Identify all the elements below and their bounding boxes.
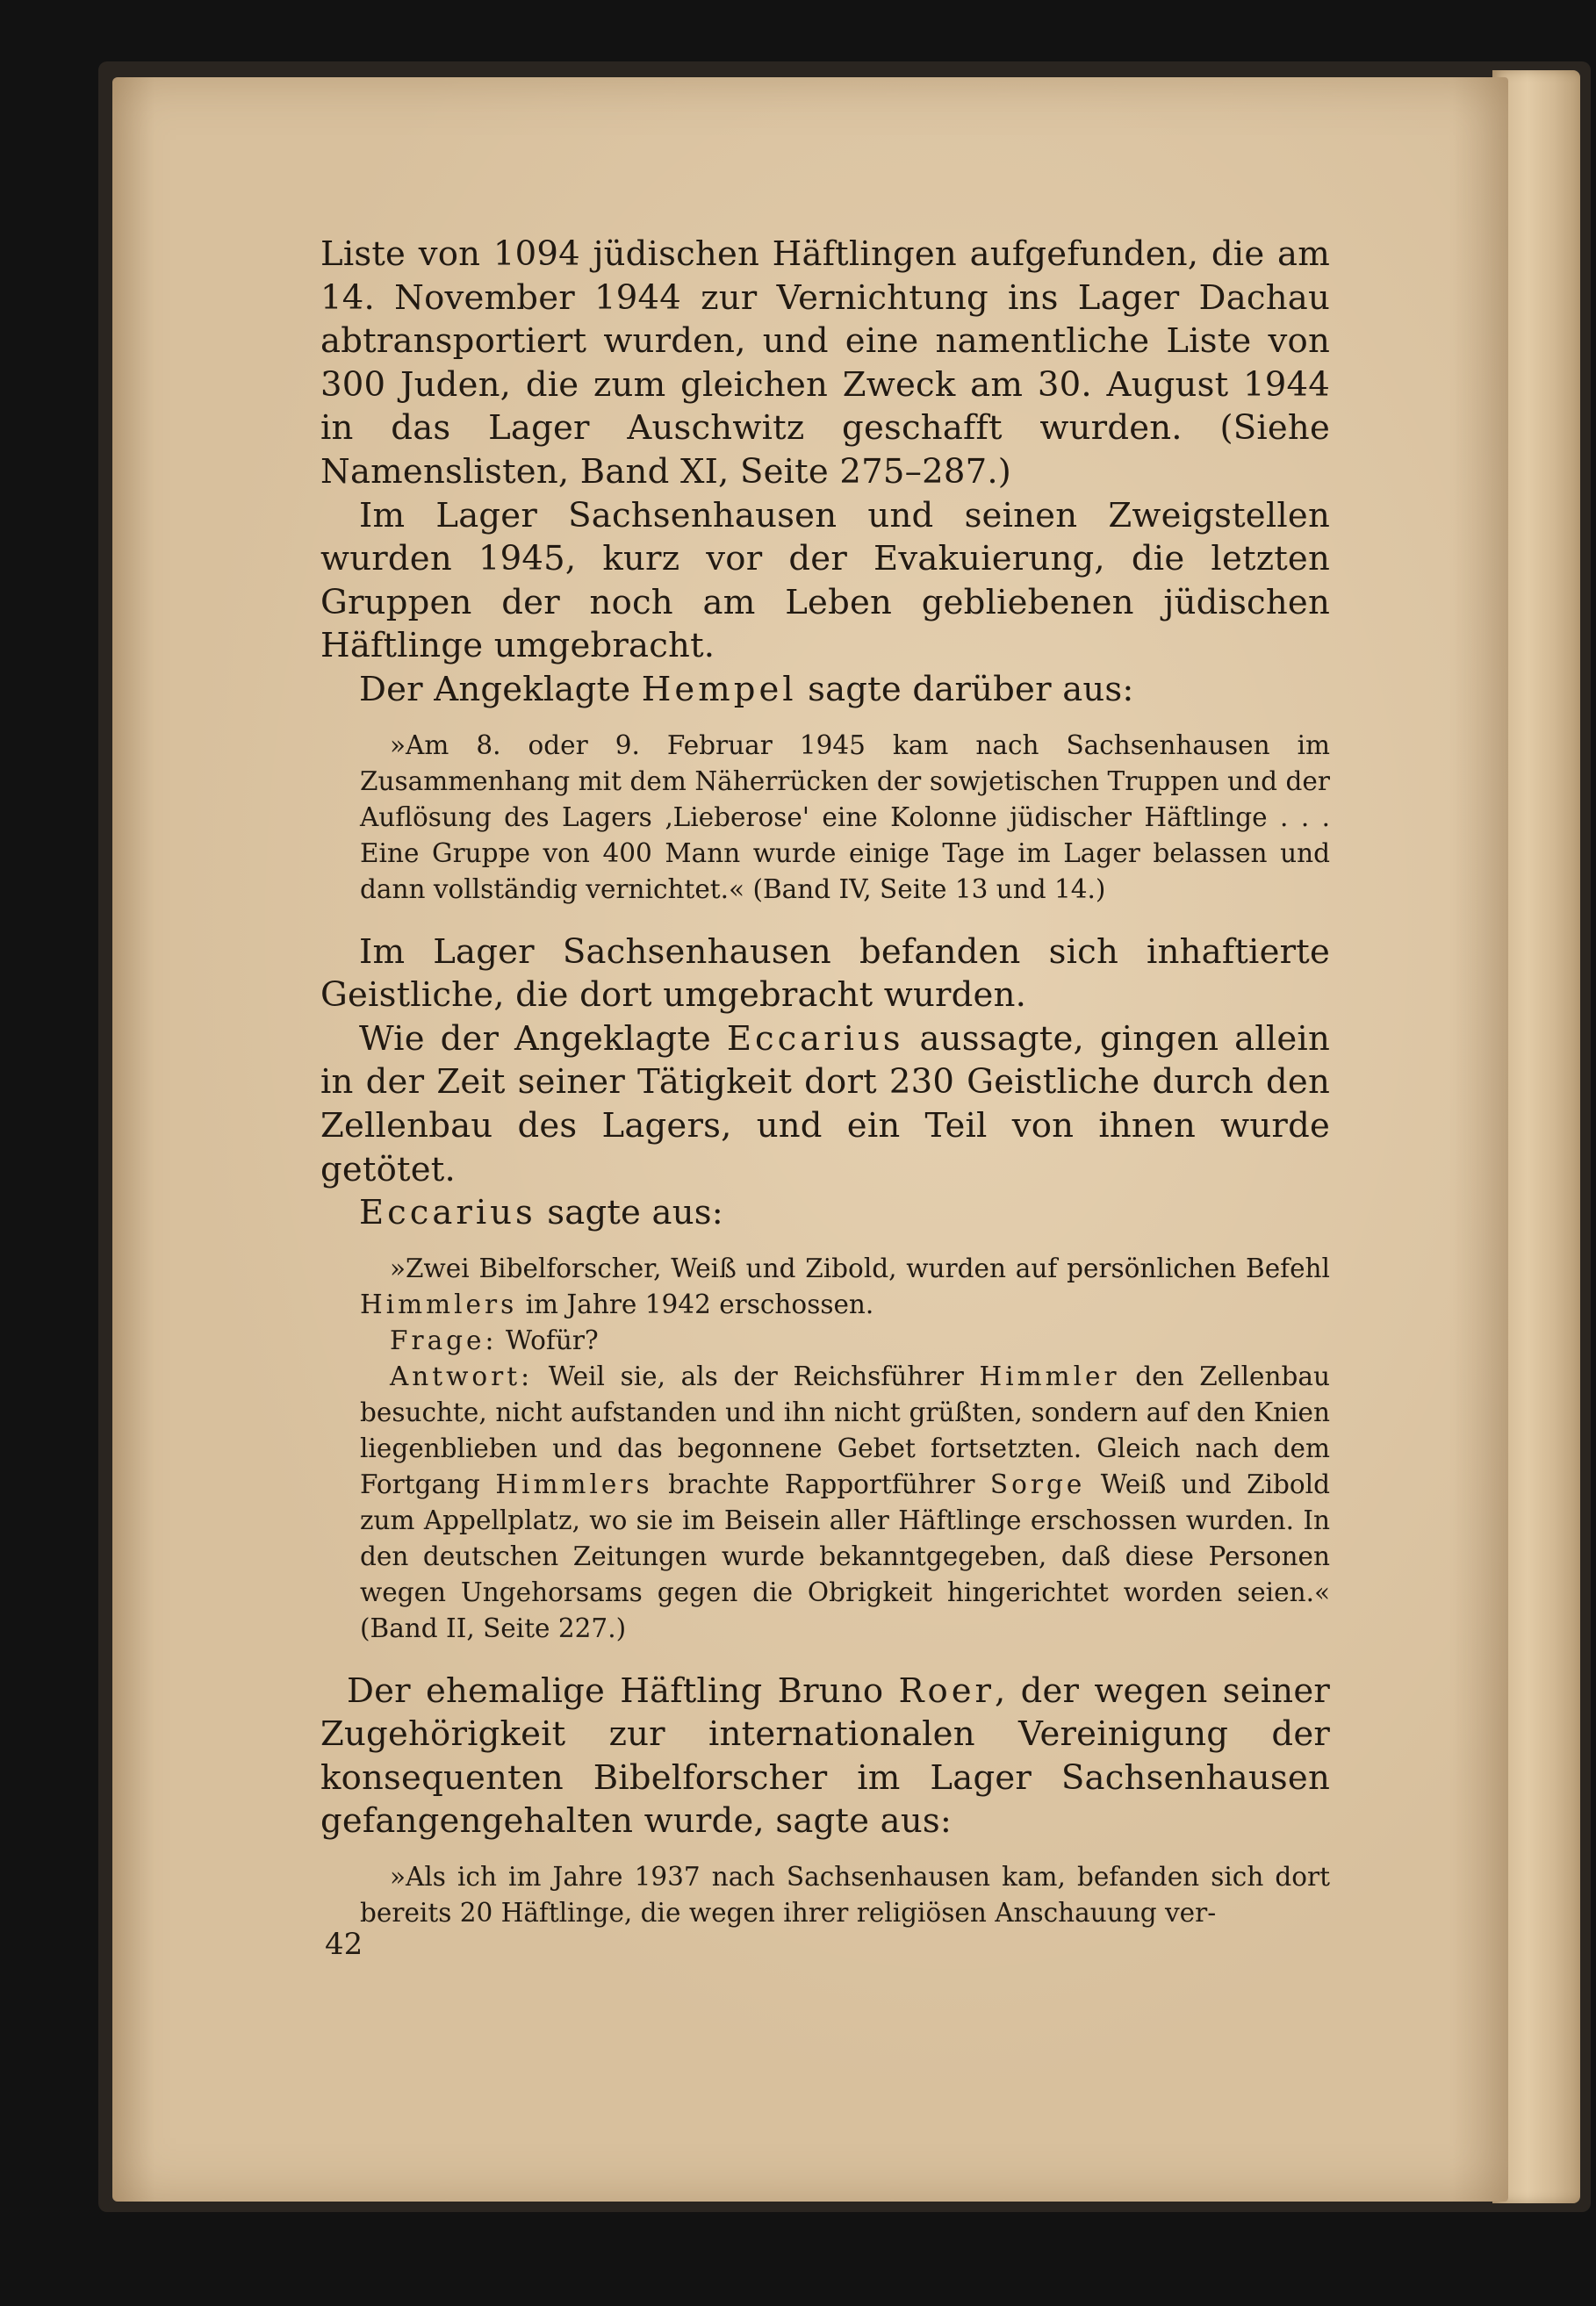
paragraph-7: Der ehemalige Häftling Bruno Roer, der wegen seiner Zugehörigkeit zur internationalen Vereinigung der konsequenten Bibelforscher im Lager Sachsenhausen gefangengehalten wurde, sagte aus:: [320, 1670, 1330, 1842]
paragraph-3: Der Angeklagte Hempel sagte darüber aus:: [359, 669, 1134, 709]
paragraph-2: Im Lager Sachsenhausen und seinen Zweigstellen wurden 1945, kurz vor der Evakuierung, die letzten Gruppen der noch am Leben gebliebenen jüdischen Häftlinge umgebracht.: [320, 495, 1330, 666]
quote-3: »Als ich im Jahre 1937 nach Sachsenhausen kam, befanden sich dort bereits 20 Häftlinge, die wegen ihrer religiösen Anschauung ver-: [360, 1862, 1330, 1929]
defendant-name: Eccarius: [726, 1018, 904, 1059]
paragraph-4: Im Lager Sachsenhausen befanden sich inhaftierte Geistliche, die dort umgebracht wurden.: [320, 931, 1330, 1016]
paragraph-5: Wie der Angeklagte Eccarius aussagte, gingen allein in der Zeit seiner Tätigkeit dort 230 Geistliche durch den Zellenbau des Lagers, und ein Teil von ihnen wurde getötet.: [320, 1018, 1330, 1189]
page-number: 42: [325, 1927, 363, 1962]
witness-name: Roer: [898, 1670, 995, 1711]
defendant-name: Hempel: [641, 669, 797, 709]
quote-1: »Am 8. oder 9. Februar 1945 kam nach Sachsenhausen im Zusammenhang mit dem Näherrücken der sowjetischen Truppen und der Auflösung des Lagers ‚Lieberose' eine Kolonne jüdischer Häftlinge . . . Eine Gruppe von 400 Mann wurde einige Tage im Lager belassen und dann vollständig vernichtet.« (Band IV, Seite 13 und 14.): [360, 729, 1330, 904]
paragraph-6: Eccarius sagte aus:: [359, 1193, 723, 1233]
page-text: [320, 233, 1330, 1931]
quote-2: »Zwei Bibelforscher, Weiß und Zibold, wurden auf persönlichen Befehl Himmlers im Jahre 1942 erschossen. Frage: Wofür? Antwort: Weil sie, als der Reichsführer Himmler den Zellenbau besuchte, nicht aufstanden und ihn nicht grüßten, sondern auf den Knien liegenblieben und das begonnene Gebet fortsetzten. Gleich nach dem Fortgang Himmlers brachte Rapportführer Sorge Weiß und Zibold zum Appellplatz, wo sie im Beisein aller Häftlinge erschossen wurden. In den deutschen Zeitungen wurde bekanntgegeben, daß diese Personen wegen Ungehorsams gegen die Obrigkeit hingerichtet worden seien.« (Band II, Seite 227.): [360, 1253, 1330, 1643]
paragraph-1: Liste von 1094 jüdischen Häftlingen aufgefunden, die am 14. November 1944 zur Vernichtung ins Lager Dachau abtransportiert wurden, und eine namentliche Liste von 300 Juden, die zum gleichen Zweck am 30. August 1944 in das Lager Auschwitz geschafft wurden. (Siehe Namenslisten, Band XI, Seite 275–287.): [320, 234, 1330, 492]
defendant-name: Eccarius: [359, 1193, 536, 1233]
